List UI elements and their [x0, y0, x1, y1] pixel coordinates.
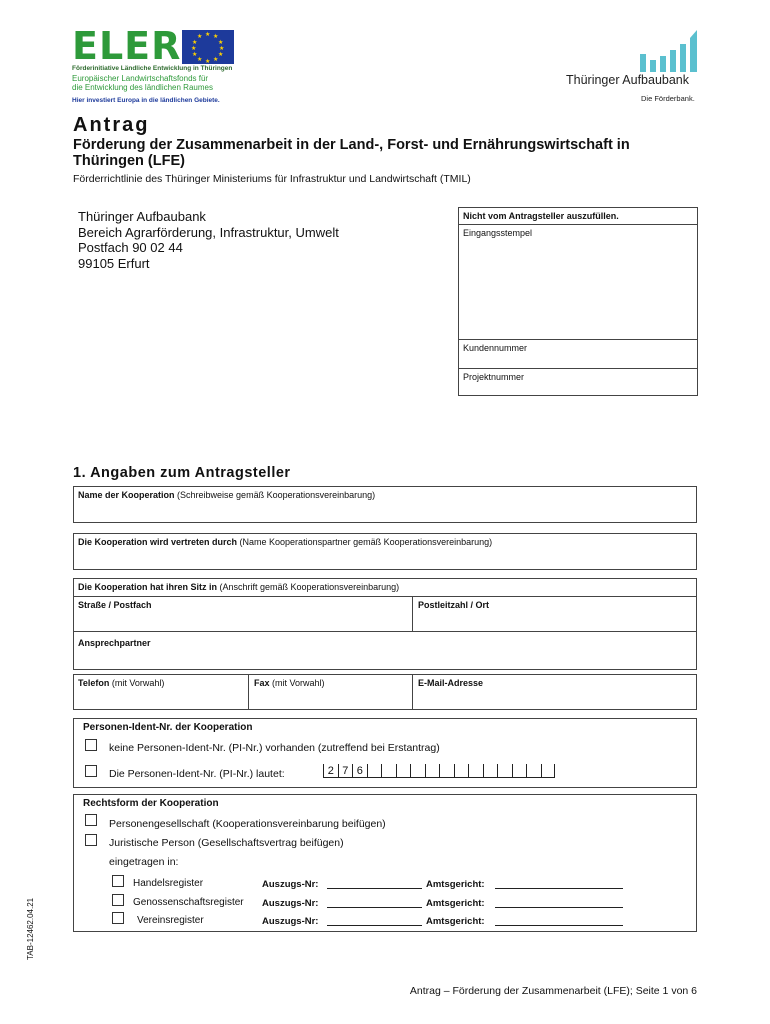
pi-digit-cell[interactable]: [425, 764, 440, 778]
contact-person-field[interactable]: Ansprechpartner: [73, 632, 697, 670]
official-use-box: [458, 207, 698, 396]
court-input[interactable]: [495, 925, 623, 926]
project-number-field: [459, 369, 697, 396]
address-line: Bereich Agrarförderung, Infrastruktur, Umwelt: [78, 224, 339, 240]
coop-address-row: [73, 596, 697, 632]
project-number-label: Projektnummer: [463, 372, 525, 382]
registered-in-label: eingetragen in:: [109, 856, 179, 868]
register-name: Vereinsregister: [137, 915, 204, 926]
pi-none-checkbox[interactable]: [85, 739, 97, 751]
extract-number-label: Auszugs-Nr:: [262, 898, 319, 909]
extract-number-input[interactable]: [327, 888, 422, 889]
pi-digit-cell[interactable]: 2: [323, 764, 338, 778]
customer-number-field: [459, 340, 697, 369]
pi-digit-cell[interactable]: [468, 764, 483, 778]
pi-digit-cell[interactable]: 7: [338, 764, 353, 778]
page-title: Förderung der Zusammenarbeit in der Land-, Forst- und Ernährungswirtschaft in Thüringen (LFE): [73, 137, 630, 169]
zip-city-field[interactable]: Postleitzahl / Ort: [418, 600, 490, 610]
coop-seat-header: Die Kooperation hat ihren Sitz in (Anschrift gemäß Kooperationsvereinbarung): [73, 578, 697, 596]
partnership-label: Personengesellschaft (Kooperationsvereinbarung beifügen): [109, 818, 386, 830]
customer-number-label: Kundennummer: [463, 343, 528, 353]
court-input[interactable]: [495, 907, 623, 908]
pi-digit-cell[interactable]: [439, 764, 454, 778]
pi-digit-cell[interactable]: [381, 764, 396, 778]
email-field[interactable]: E-Mail-Adresse: [418, 678, 484, 688]
receipt-stamp-field: [459, 225, 697, 340]
extract-number-label: Auszugs-Nr:: [262, 916, 319, 927]
legal-form-title: Rechtsform der Kooperation: [83, 798, 219, 809]
pi-digit-cell[interactable]: [541, 764, 556, 778]
address-line: Thüringer Aufbaubank: [78, 209, 206, 224]
fax-field[interactable]: Fax (mit Vorwahl): [254, 678, 325, 688]
eler-slogan: Hier investiert Europa in die ländlichen Gebiete.: [72, 97, 220, 104]
street-field[interactable]: Straße / Postfach: [78, 600, 152, 610]
court-input[interactable]: [495, 888, 623, 889]
address-line: Postfach 90 02 44: [78, 240, 183, 255]
recipient-address: [78, 209, 339, 271]
pi-is-checkbox[interactable]: [85, 765, 97, 777]
pi-number-input[interactable]: [323, 764, 555, 778]
pi-digit-cell[interactable]: [367, 764, 382, 778]
eu-flag-icon: ★ ★ ★ ★ ★ ★ ★ ★ ★ ★ ★ ★: [182, 30, 234, 64]
extract-number-input[interactable]: [327, 907, 422, 908]
coop-name-field[interactable]: Name der Kooperation (Schreibweise gemäß Kooperationsvereinbarung): [73, 486, 697, 523]
pi-number-title: Personen-Ident-Nr. der Kooperation: [83, 722, 253, 733]
phone-field[interactable]: Telefon (mit Vorwahl): [78, 678, 165, 688]
commercial-register-checkbox[interactable]: [112, 875, 124, 887]
court-label: Amtsgericht:: [426, 916, 485, 927]
address-line: 99105 Erfurt: [78, 255, 150, 271]
cooperative-register-checkbox[interactable]: [112, 894, 124, 906]
association-register-checkbox[interactable]: [112, 912, 124, 924]
register-name: Genossenschaftsregister: [133, 897, 244, 908]
pi-digit-cell[interactable]: [512, 764, 527, 778]
pi-digit-cell[interactable]: [454, 764, 469, 778]
pi-none-label: keine Personen-Ident-Nr. (PI-Nr.) vorhanden (zutreffend bei Erstantrag): [109, 742, 440, 754]
legal-person-label: Juristische Person (Gesellschaftsvertrag beifügen): [109, 837, 344, 849]
pi-digit-cell[interactable]: [396, 764, 411, 778]
section-1-title: 1. Angaben zum Antragsteller: [73, 465, 291, 481]
extract-number-input[interactable]: [327, 925, 422, 926]
pi-digit-cell[interactable]: [483, 764, 498, 778]
form-code: TAB-12462.04.21: [26, 897, 35, 960]
receipt-stamp-label: Eingangsstempel: [463, 228, 533, 238]
tab-logo-name: Thüringer Aufbaubank: [566, 73, 690, 87]
official-use-header: Nicht vom Antragsteller auszufüllen.: [463, 211, 619, 221]
contact-details-row: [73, 674, 697, 710]
pi-digit-cell[interactable]: [410, 764, 425, 778]
pi-digit-cell[interactable]: 6: [352, 764, 367, 778]
coop-representative-field[interactable]: Die Kooperation wird vertreten durch (Name Kooperationspartner gemäß Kooperationsvereinbarung): [73, 533, 697, 570]
eler-fund-line: Europäischer Landwirtschaftsfonds für die Entwicklung des ländlichen Raumes: [72, 74, 213, 92]
tab-logo-slogan: Die Förderbank.: [641, 94, 695, 103]
page-footer: Antrag – Förderung der Zusammenarbeit (LFE); Seite 1 von 6: [409, 985, 697, 997]
pi-is-label: Die Personen-Ident-Nr. (PI-Nr.) lautet:: [109, 768, 285, 780]
doc-type-heading: Antrag: [73, 114, 150, 136]
eler-logo-word: ELER: [72, 24, 182, 68]
register-name: Handelsregister: [133, 878, 204, 889]
eler-initiative-line: Förderinitiative Ländliche Entwicklung in Thüringen: [72, 65, 233, 72]
court-label: Amtsgericht:: [426, 898, 485, 909]
legal-person-checkbox[interactable]: [85, 834, 97, 846]
page-subtitle: Förderrichtlinie des Thüringer Ministeriums für Infrastruktur und Landwirtschaft (TMIL): [73, 173, 471, 185]
pi-digit-cell[interactable]: [497, 764, 512, 778]
court-label: Amtsgericht:: [426, 879, 485, 890]
extract-number-label: Auszugs-Nr:: [262, 879, 319, 890]
partnership-checkbox[interactable]: [85, 814, 97, 826]
pi-digit-cell[interactable]: [526, 764, 541, 778]
tab-logo-bars-icon: [640, 30, 698, 72]
